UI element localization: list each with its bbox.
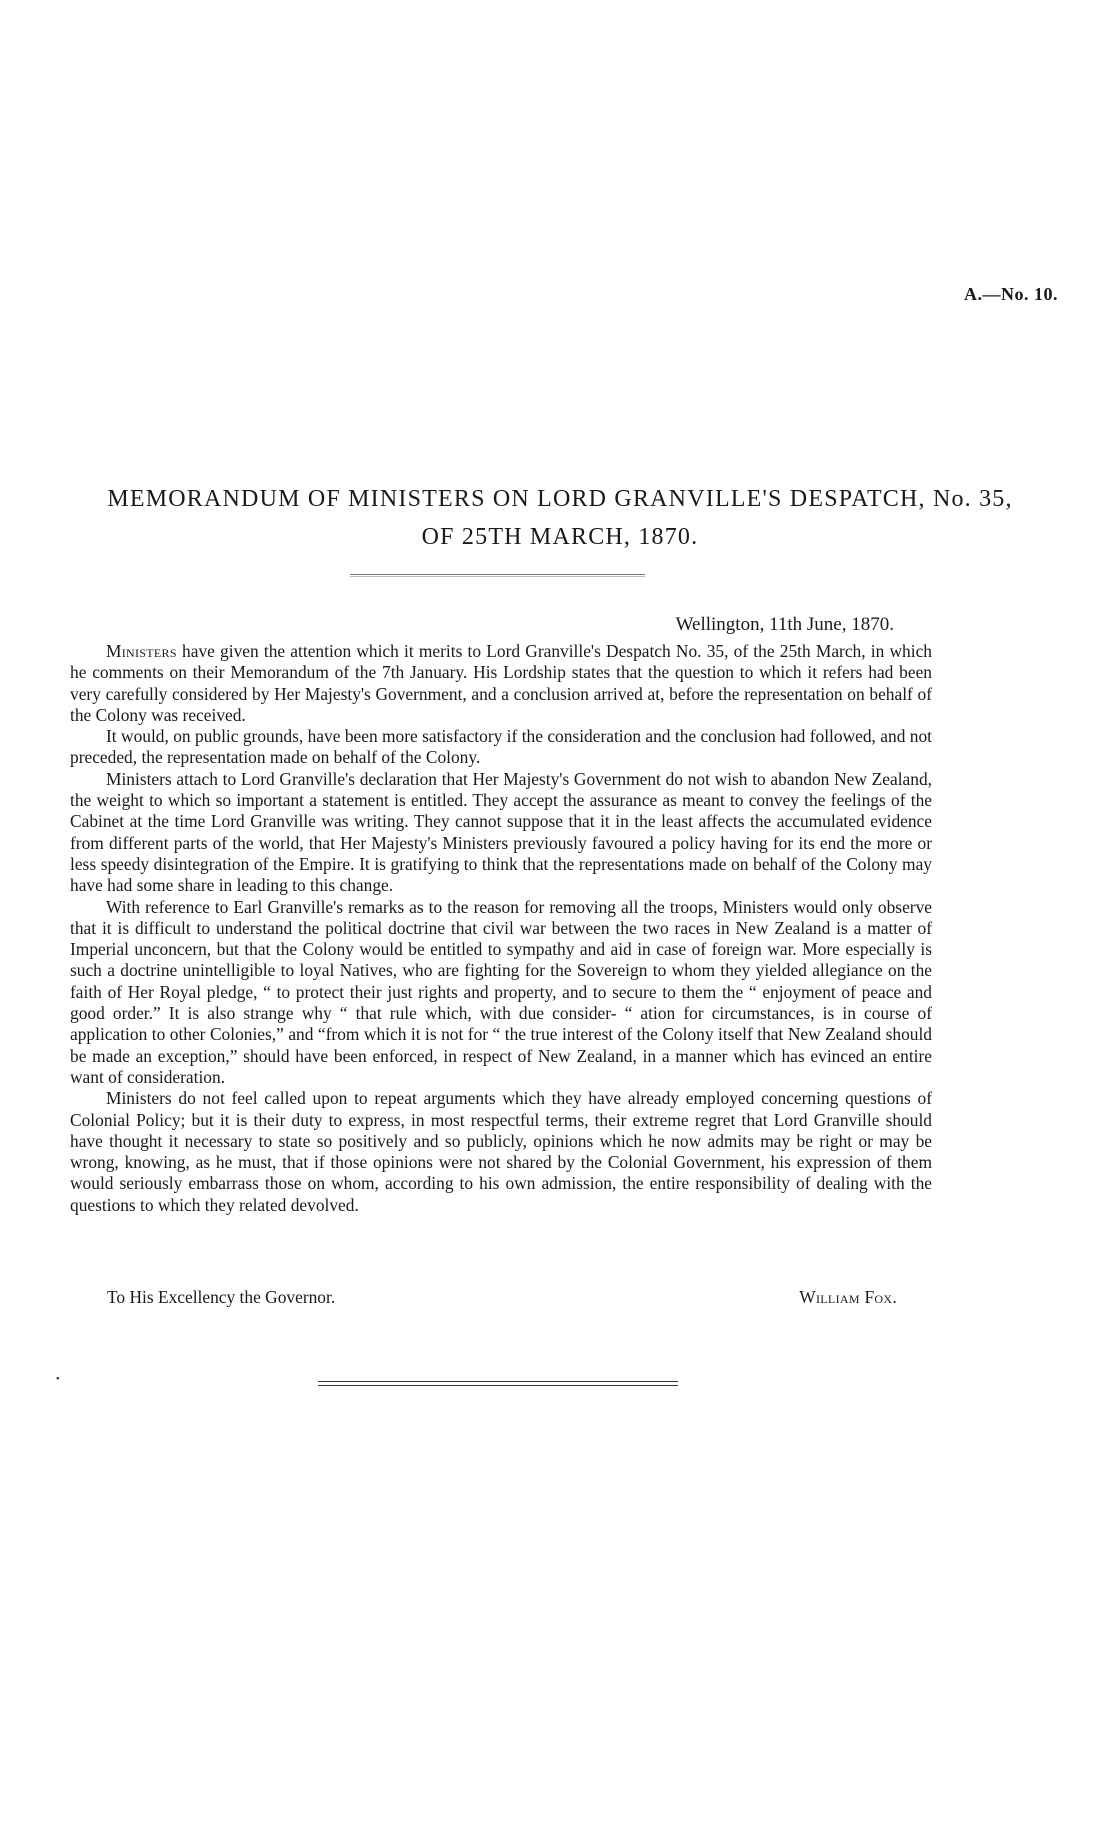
memorandum-body: [70, 641, 932, 1216]
dateline: Wellington, 11th June, 1870.: [675, 614, 894, 635]
addressee: To His Excellency the Governor.: [107, 1287, 336, 1307]
paragraph-1: [70, 641, 932, 726]
title-divider: [350, 574, 645, 577]
document-title: [60, 480, 1060, 556]
closing-block: [107, 1287, 897, 1308]
document-reference: A.—No. 10.: [964, 284, 1058, 304]
footer-divider: [318, 1381, 678, 1386]
title-line-1: MEMORANDUM OF MINISTERS ON LORD GRANVILLE'S DESPATCH, No. 35,: [107, 486, 1013, 512]
paragraph-2: It would, on public grounds, have been more satisfactory if the consideration and the conclusion had followed, and not preceded, the representation made on behalf of the Colony.: [70, 726, 932, 768]
title-line-2: OF 25TH MARCH, 1870.: [421, 524, 699, 550]
paragraph-5: Ministers do not feel called upon to repeat arguments which they have already employed concerning questions of Colonial Policy; but it is their duty to express, in most respectful terms, their extreme regret that Lord Granville should have thought it necessary to state so positively and so publicly, opinions which he now admits may be right or may be wrong, knowing, as he must, that if those opinions were not shared by the Colonial Government, his expression of them would seriously embarrass those on whom, according to his own admission, the entire responsibility of dealing with the questions to which they related devolved.: [70, 1088, 932, 1215]
signature: William Fox.: [799, 1287, 897, 1307]
footer-mark: •: [56, 1374, 60, 1385]
paragraph-text: have given the attention which it merits to Lord Granville's Despatch No. 35, of the 25th March, in which he comments on their Memorandum of the 7th January. His Lordship states that the question to which it refers had been very carefully considered by Her Majesty's Government, and a conclusion arrived at, before the representation on behalf of the Colony was received.: [70, 641, 932, 725]
paragraph-3: Ministers attach to Lord Granville's declaration that Her Majesty's Government do not wish to abandon New Zealand, the weight to which so important a statement is entitled. They accept the assurance as meant to convey the feelings of the Cabinet at the time Lord Granville was writing. They cannot suppose that it in the least affects the accumulated evidence from different parts of the world, that Her Majesty's Ministers previously favoured a policy having for its end the more or less speedy disintegration of the Empire. It is gratifying to think that the representations made on behalf of the Colony may have had some share in leading to this change.: [70, 768, 932, 896]
paragraph-4: With reference to Earl Granville's remarks as to the reason for removing all the troops, Ministers would only observe that it is difficult to understand the political doctrine that civil war between the two races in New Zealand is a matter of Imperial unconcern, but that the Colony would be entitled to sympathy and aid in case of foreign war. More especially is such a doctrine unintelligible to loyal Natives, who are fighting for the Sovereign to whom they yielded allegiance on the faith of Her Royal pledge, “ to protect their just rights and property, and to secure to them the “ enjoyment of peace and good order.” It is also strange why “ that rule which, with due consider- “ ation for circumstances, is in course of application to other Colonies,” and “from which it is not for “ the true interest of the Colony itself that New Zealand should be made an exception,” should have been enforced, in respect of New Zealand, in a manner which has evinced an entire want of consideration.: [70, 896, 932, 1087]
paragraph-lead: Ministers: [106, 641, 177, 661]
